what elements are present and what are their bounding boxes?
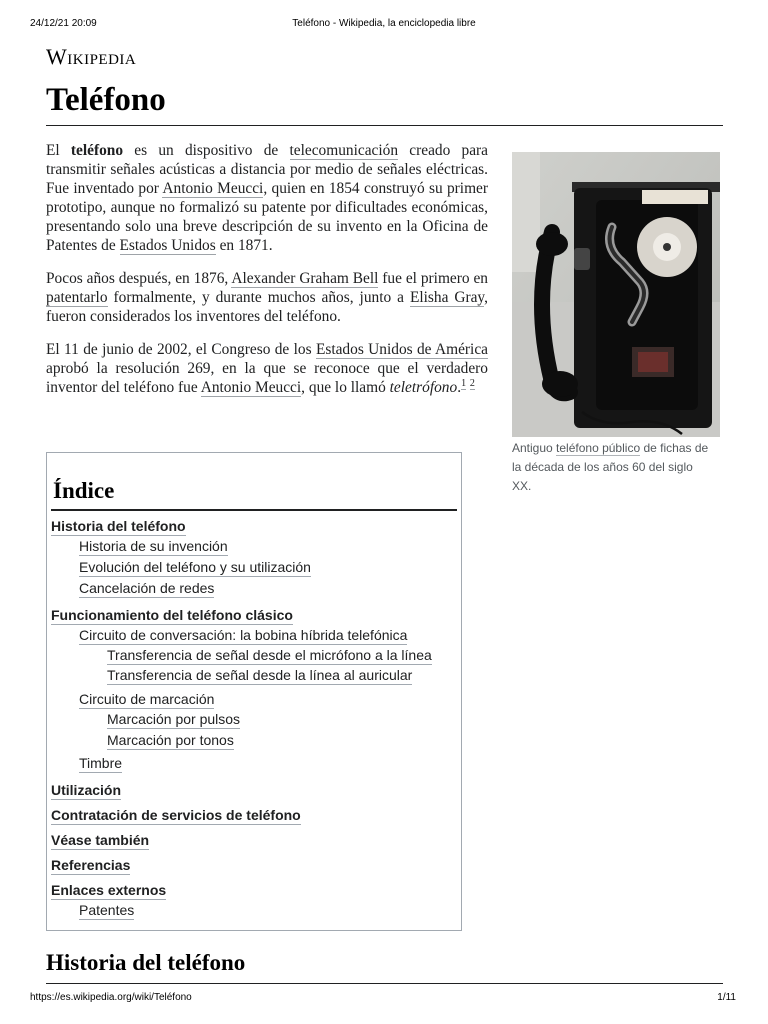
link-antonio-meucci[interactable]: Antonio Meucci [162,180,264,197]
title-divider [46,125,723,126]
print-date: 24/12/21 20:09 [30,18,97,29]
toc-item-marcacion-pulsos[interactable]: Marcación por pulsos [107,711,241,727]
text: es un dispositivo de [123,142,290,159]
wikipedia-logo[interactable]: Wikipedia [46,44,137,69]
text: fue el primero en [378,270,488,287]
toc-item-enlaces-externos[interactable]: Enlaces externos [51,882,167,898]
text: en 1871. [215,237,273,254]
link-graham-bell[interactable]: Alexander Graham Bell [231,270,379,287]
toc-item-timbre[interactable]: Timbre [79,755,123,771]
link-telecomunicacion[interactable]: telecomunicación [289,142,399,159]
print-url: https://es.wikipedia.org/wiki/Teléfono [30,992,192,1003]
toc-item-contratacion[interactable]: Contratación de servicios de teléfono [51,807,301,823]
toc-item-patentes[interactable]: Patentes [79,902,135,918]
toc-item-evolucion[interactable]: Evolución del teléfono y su utilización [79,559,311,575]
section-heading-historia: Historia del teléfono [46,950,246,975]
toc-item-historia-invencion[interactable]: Historia de su invención [79,538,228,554]
toc-item-transferencia-microfono[interactable]: Transferencia de señal desde el micrófono a la línea [107,647,432,663]
toc-item-funcionamiento[interactable]: Funcionamiento del teléfono clásico [51,607,293,623]
text: aprobó la resolución 269, en la que se reconoce que el verdadero inventor del teléfono fue [46,360,488,396]
reference-1[interactable]: 1 [461,377,467,389]
section-divider [46,983,723,984]
intro-paragraph-3 [46,340,488,397]
link-elisha-gray[interactable]: Elisha Gray [409,289,485,306]
toc-item-referencias[interactable]: Referencias [51,857,131,873]
article-intro [46,141,488,411]
link-telefono-publico[interactable]: teléfono público [556,441,641,455]
print-page-number: 1/11 [717,992,736,1003]
text: , fueron considerados los inventores del teléfono. [46,289,488,325]
print-page-title: Teléfono - Wikipedia, la enciclopedia libre [292,18,476,29]
intro-paragraph-1 [46,141,488,255]
text: El [46,142,71,159]
link-estados-unidos-de-america[interactable]: Estados Unidos de América [315,341,488,358]
image-caption [512,439,712,496]
payphone-image[interactable] [512,152,720,437]
text: creado para transmitir señales acústicas a distancia por medio de señales eléctricas. Fue inventado por [46,142,488,197]
text: El 11 de junio de 2002, el Congreso de los [46,341,316,358]
text: Pocos años después, en 1876, [46,270,232,287]
century: XX [512,479,529,493]
toc-item-utilizacion[interactable]: Utilización [51,782,122,798]
intro-paragraph-2 [46,269,488,326]
text: de fichas de la década de los años 60 del siglo [512,441,709,474]
toc-item-transferencia-auricular[interactable]: Transferencia de señal desde la línea al auricular [107,667,413,683]
toc-item-marcacion-tonos[interactable]: Marcación por tonos [107,732,234,748]
toc-item-circuito-marcacion[interactable]: Circuito de marcación [79,691,215,707]
toc-item-cancelacion[interactable]: Cancelación de redes [79,580,215,596]
link-antonio-meucci-2[interactable]: Antonio Meucci [200,379,302,396]
bold-term: teléfono [70,142,124,159]
toc-title: Índice [53,478,115,503]
text: . [457,379,462,396]
text: formalmente, y durante muchos años, junto a [107,289,410,306]
toc-item-circuito-conversacion[interactable]: Circuito de conversación: la bobina híbrida telefónica [79,627,408,643]
infobox [512,152,720,496]
page-title: Teléfono [46,82,166,118]
text: , que lo llamó [301,379,390,396]
reference-2[interactable]: 2 [469,377,475,389]
toc-item-historia[interactable]: Historia del teléfono [51,518,186,534]
text: Antiguo [512,441,557,455]
table-of-contents [46,452,462,931]
italic-term: teletrófono [389,379,458,396]
link-estados-unidos[interactable]: Estados Unidos [119,237,216,254]
link-patentarlo[interactable]: patentarlo [46,289,108,306]
toc-divider [51,509,457,511]
toc-item-vease-tambien[interactable]: Véase también [51,832,150,848]
text: , quien en 1854 construyó su primer prototipo, aunque no formalizó su patente por dificultades económicas, presentando solo una breve descripción de su invento en la Oficina de Patentes de [46,180,488,254]
text: . [528,479,532,493]
